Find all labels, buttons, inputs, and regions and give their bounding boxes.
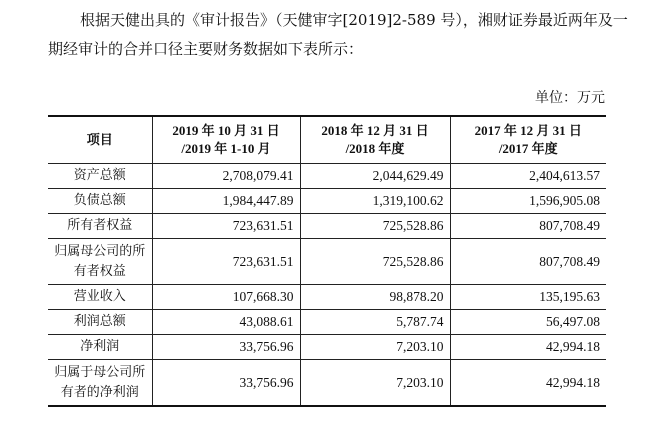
header-col-2019-line1: 2019 年 10 月 31 日 bbox=[172, 123, 280, 138]
row-value-2017: 135,195.63 bbox=[450, 285, 606, 310]
row-value-2018: 1,319,100.62 bbox=[300, 189, 450, 214]
table-row bbox=[48, 164, 606, 189]
table-row bbox=[48, 335, 606, 360]
table-row bbox=[48, 214, 606, 239]
header-col-2017-line2: /2017 年度 bbox=[498, 141, 558, 156]
row-value-2018: 7,203.10 bbox=[300, 335, 450, 360]
intro-paragraph bbox=[48, 6, 628, 64]
row-label bbox=[48, 360, 152, 407]
table-header-row bbox=[48, 116, 606, 164]
row-value-2019: 723,631.51 bbox=[152, 214, 300, 239]
row-label-line2: 有者的净利润 bbox=[60, 384, 139, 400]
row-label: 资产总额 bbox=[48, 164, 152, 189]
row-value-2018: 2,044,629.49 bbox=[300, 164, 450, 189]
header-col-2019 bbox=[152, 116, 300, 164]
row-value-2019: 107,668.30 bbox=[152, 285, 300, 310]
row-value-2017: 42,994.18 bbox=[450, 335, 606, 360]
header-col-2019-line2: /2019 年 1-10 月 bbox=[181, 141, 271, 156]
row-value-2017: 807,708.49 bbox=[450, 239, 606, 285]
row-value-2018: 7,203.10 bbox=[300, 360, 450, 407]
financial-data-table bbox=[48, 115, 606, 407]
row-value-2017: 56,497.08 bbox=[450, 310, 606, 335]
row-label: 营业收入 bbox=[48, 285, 152, 310]
row-label: 净利润 bbox=[48, 335, 152, 360]
table-row bbox=[48, 310, 606, 335]
row-label-line1: 归属于母公司所 bbox=[54, 364, 146, 380]
row-value-2018: 5,787.74 bbox=[300, 310, 450, 335]
row-value-2019: 33,756.96 bbox=[152, 335, 300, 360]
header-col-2017 bbox=[450, 116, 606, 164]
table-row bbox=[48, 239, 606, 285]
table-row bbox=[48, 189, 606, 214]
intro-text: 根据天健出具的《审计报告》（天健审字[2019]2-589 号），湘财证券最近两年及一期经审计的合并口径主要财务数据如下表所示： bbox=[48, 11, 628, 58]
row-value-2019: 723,631.51 bbox=[152, 239, 300, 285]
header-item: 项目 bbox=[48, 116, 152, 164]
row-value-2018: 725,528.86 bbox=[300, 214, 450, 239]
row-label-line2: 有者权益 bbox=[73, 263, 126, 279]
header-col-2018 bbox=[300, 116, 450, 164]
row-label: 负债总额 bbox=[48, 189, 152, 214]
row-value-2018: 98,878.20 bbox=[300, 285, 450, 310]
row-label: 所有者权益 bbox=[48, 214, 152, 239]
header-col-2018-line1: 2018 年 12 月 31 日 bbox=[321, 123, 429, 138]
row-value-2019: 1,984,447.89 bbox=[152, 189, 300, 214]
row-value-2017: 1,596,905.08 bbox=[450, 189, 606, 214]
row-value-2017: 2,404,613.57 bbox=[450, 164, 606, 189]
header-col-2018-line2: /2018 年度 bbox=[345, 141, 405, 156]
row-label bbox=[48, 239, 152, 285]
table-row bbox=[48, 285, 606, 310]
row-value-2017: 42,994.18 bbox=[450, 360, 606, 407]
unit-label: 单位：万元 bbox=[535, 90, 605, 106]
row-label: 利润总额 bbox=[48, 310, 152, 335]
row-value-2019: 2,708,079.41 bbox=[152, 164, 300, 189]
row-value-2019: 43,088.61 bbox=[152, 310, 300, 335]
row-value-2017: 807,708.49 bbox=[450, 214, 606, 239]
row-value-2018: 725,528.86 bbox=[300, 239, 450, 285]
row-value-2019: 33,756.96 bbox=[152, 360, 300, 407]
table-row bbox=[48, 360, 606, 407]
header-col-2017-line1: 2017 年 12 月 31 日 bbox=[474, 123, 582, 138]
row-label-line1: 归属母公司的所 bbox=[54, 243, 146, 259]
